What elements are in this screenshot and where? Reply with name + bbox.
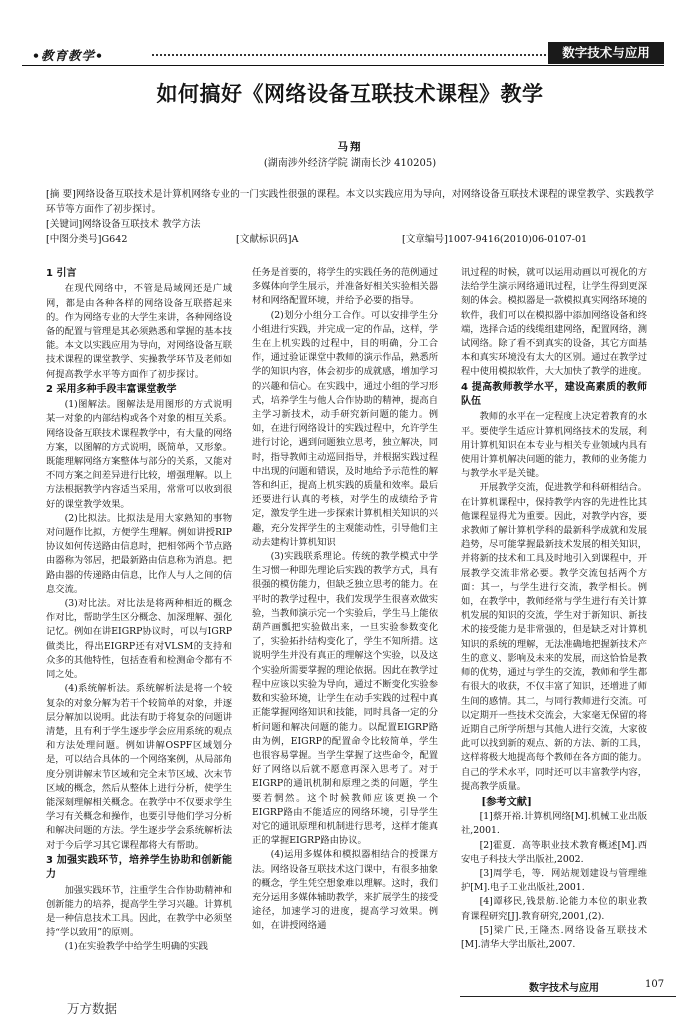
section-heading: 1 引言	[46, 268, 77, 279]
page-header	[22, 42, 664, 66]
journal-name-box: 数字技术与应用	[548, 42, 664, 64]
paragraph: 加强实践环节，注重学生合作协助精神和创新能力的培养，提高学生学习兴趣。计算机是一种信息技术工具。因此，在教学中必须坚持“学以致用”的原则。	[46, 884, 232, 939]
affiliation: (湖南涉外经济学院 湖南长沙 410205)	[263, 158, 437, 169]
reference-item: [3]周学毛，等．网站规划建设与管理维护[M].电子工业出版社,2001.	[461, 867, 647, 894]
document-code: [文献标识码]A	[236, 234, 299, 245]
paragraph: 开展教学交流，促进教学和科研相结合。在计算机课程中，保持教学内容的先进性比其他课程显得尤为重要。因此，对教学内容，要求教师了解计算机学科的最新科学成就和发展趋势，尽可能掌握最新技术发展的相关知识，并将新的技术和工具及时地引入到课程中，开展教学交流非常必要。教学交流包括两个方面：其一，与学生进行交流，教学相长。例如，在教学中，教师经常与学生进行有关计算机发展的知识的交流，学生对于新知识、新技术的接受能力是非常强的，但是缺乏对计算机知识的系统的理解，无法准确地把握新技术产生的意义、影响及未来的发展，而这恰恰是教师的优势，通过与学生的交流，教师和学生都有很大的收获，不仅丰富了知识，还增进了师生间的感情。其二，与同行教师进行交流。可以定期开一些技术交流会，大家毫无保留的将近期自己所学所想与其他人进行交流，大家彼此可以找到新的观点、新的方法、新的工具，这样将极大地提高每个教师在各方面的能力。自己的学术水平，同时还可以丰富教学内容，提高教学质量。	[461, 482, 647, 792]
page-number: 107	[645, 979, 665, 990]
footer-journal-name: 数字技术与应用	[529, 983, 599, 994]
author: 马翔	[337, 141, 363, 153]
paragraph: 在现代网络中，不管是局域网还是广域网，都是由各种各样的网络设备互联搭起来的。作为网络专业的大学生来讲，各种网络设备的配置与管理是其必须熟悉和掌握的基本技能。本文以实践应用为导向，对网络设备互联技术课程的课堂教学、实操教学环节及老师如何提高教学水平等方面作了初步探讨。	[46, 283, 232, 380]
paragraph: 讯过程的时候，就可以运用动画以可视化的方法给学生演示网络通讯过程，让学生得到更深刻的体会。模拟器是一款模拟真实网络环境的软件，我们可以在模拟器中添加网络设备和终端，选择合适的线缆组建网络，配置网络，测试网络。除了看不到真实的设备，其它方面基本和真实环境没有太大的区别。通过在教学过程中使用模拟软件，大大加快了教学的进度。	[461, 267, 647, 378]
footer-rule	[460, 996, 676, 997]
header-rule	[22, 65, 664, 66]
reference-item: [5]梁广民,王隆杰.网络设备互联技术[M].清华大学出版社,2007.	[461, 924, 647, 950]
reference-item: [4]谭移民,钱景舫.论能力本位的职业教育课程研究[J].教育研究,2001,(2).	[461, 896, 647, 922]
references-heading: [参考文献]	[481, 795, 532, 808]
dotted-rule	[152, 54, 546, 56]
paragraph: (3)实践联系理论。传统的教学模式中学生习惯一种即先理论后实践的教学方式，具有很强的模仿能力，但缺乏独立思考的能力。在平时的教学过程中，我们发现学生很喜欢做实验，当教师演示完一个实验后，学生马上能依葫芦画瓢把实验做出来，一旦实验参数变化了，实验拓扑结构变化了，学生不知所措。这说明学生并没有真正的理解这个实验，以及这个实验所需要掌握的理论依据。因此在教学过程中应该以实验为导向，通过不断变化实验参数和实验环境，让学生在动手实践的过程中真正能掌握网络知识和技能，同时具备一定的分析问题和解决问题的能力。以配置EIGRP路由为例，EIGRP的配置命令比较简单，学生也很容易掌握。当学生掌握了这些命令，配置好了网络以后就不愿意再深入思考了。对于EIGRP的通讯机制和原理之类的问题，学生要若惘然。这个时候教师应该更换一个EIGRP路由不能适应的网络环境，引导学生对它的通讯原理和机制进行思考，这样才能真正的掌握EIGRP路由协议。	[252, 551, 438, 847]
paragraph: 教师的水平在一定程度上决定着教育的水平。要使学生适应计算机网络技术的发展，利用计算机知识在本专业与相关专业领域内具有使用计算机解决问题的能力，教师的业务能力与教学水平是关键。	[461, 411, 647, 480]
section-label: •教育教学•	[32, 48, 104, 63]
section-heading: 4 提高教师教学水平，建设高素质的教师队伍	[461, 381, 647, 408]
paragraph: 任务是首要的，将学生的实践任务的范例通过多媒体向学生展示，并准备好相关实验相关器材和网络配置环境，并给予必要的指导。	[252, 267, 438, 307]
section-heading: 3 加强实践环节，培养学生协助和创新能力	[46, 854, 232, 881]
paragraph: (1)图解法。图解法是用图形的方式说明某一对象的内部结构或各个对象的相互关系。网络设备互联技术课程教学中，有大量的网络方案，以图解的方式说明，既简单，又形象。既能理解网络方案整体与部分的关系，又能对不同方案之间差异进行比较，增强理解。以上方法根据教学内容适当采用，常常可以收到很好的课堂教学效果。	[46, 399, 232, 510]
article-id: [文章编号]1007-9416(2010)06-0107-01	[402, 234, 588, 245]
paragraph: (1)在实验教学中给学生明确的实践	[64, 941, 208, 953]
paragraph: (2)划分小组分工合作。可以安排学生分小组进行实践，并完成一定的作品，这样，学生在上机实践的过程中，目的明确，分工合作，通过验证课堂中教师的演示作品，熟悉所学的知识内容，体会初步的成就感，增加学习的兴趣和信心。在实践中，通过小组的学习形式，培养学生与他人合作协助的精神，提高自主学习新技术，动手研究新问题的能力。例如，在进行网络设计的实践过程中，允许学生进行讨论，遇到问题独立思考，独立解决，同时，指导教师主动巡回指导，并根据实践过程中出现的问题和错误，及时地给予示范性的解答和纠正，提高上机实践的质量和效率。最后还要进行认真的考核，对学生的成绩给予肯定，激发学生进一步探索计算机相关知识的兴趣，充分发挥学生的主观能动性，引导他们主动去建构计算机知识	[252, 309, 438, 548]
paragraph: (4)运用多媒体和模拟器相结合的授课方法。网络设备互联技术这门课中，有很多抽象的概念，学生凭空想象难以理解。这时，我们充分运用多媒体辅助教学，来扩展学生的接受途径，加速学习的进度，提高学习效果。例如，在讲授网络通	[252, 849, 438, 932]
column-3	[461, 266, 647, 952]
abstract: [摘 要]网络设备互联技术是计算机网络专业的一门实践性很强的课程。本文以实践应用为导向，对网络设备互联技术课程的课堂教学、实践教学环节等方面作了初步探讨。	[46, 189, 654, 215]
column-2	[252, 266, 438, 934]
clc-number: [中图分类号]G642	[46, 234, 128, 245]
keywords: [关键词]网络设备互联技术 教学方法	[46, 219, 201, 230]
paragraph: (4)系统解析法。系统解析法是将一个较复杂的对象分解为若干个较简单的对象，并逐层分解加以说明。此法有助于将复杂的问题讲清楚，且有利于学生逐步学会应用系统的观点和方法处理问题。例如讲解OSPF区域划分是，可以结合具体的一个网络案例，从局部角度分别讲解末节区域和完全末节区域、次末节区域的概念，然后从整体上进行分析，使学生能深刻理解相关概念。在教学中不仅要求学生学习有关概念和操作，也要引导他们学习分析和解决问题的方法。学生逐步学会系统解析法对于今后学习其它课程都将大有帮助。	[46, 683, 232, 851]
paragraph: (2)比拟法。比拟法是用大家熟知的事物对问题作比拟，方便学生理解。例如讲授RIP协议如何传送路由信息时，把相邻两个节点路由器称为邻居，把最新路由信息称为消息。把路由器的传递路由信息，比作人与人之间的信息交流。	[46, 512, 232, 595]
paragraph: (3)对比法。对比法是将两种相近的概念作对比，帮助学生区分概念、加深理解、强化记忆。例如在讲EIGRP协议时，可以与IGRP做类比，得出EIGRP还有对VLSM的支持和众多的其他特性，包括查看和检测命令都有不同之处。	[46, 598, 232, 681]
article-title: 如何搞好《网络设备互联技术课程》教学	[156, 81, 544, 106]
column-1	[46, 266, 232, 955]
source-watermark: 万方数据	[67, 1001, 118, 1016]
reference-item: [2]霍夏．高等职业技术教育概述[M].西安电子科技大学出版社,2002.	[461, 839, 647, 865]
reference-item: [1]蔡开裕.计算机网络[M].机械工业出版社,2001.	[461, 811, 647, 837]
section-heading: 2 采用多种手段丰富课堂教学	[46, 383, 177, 395]
